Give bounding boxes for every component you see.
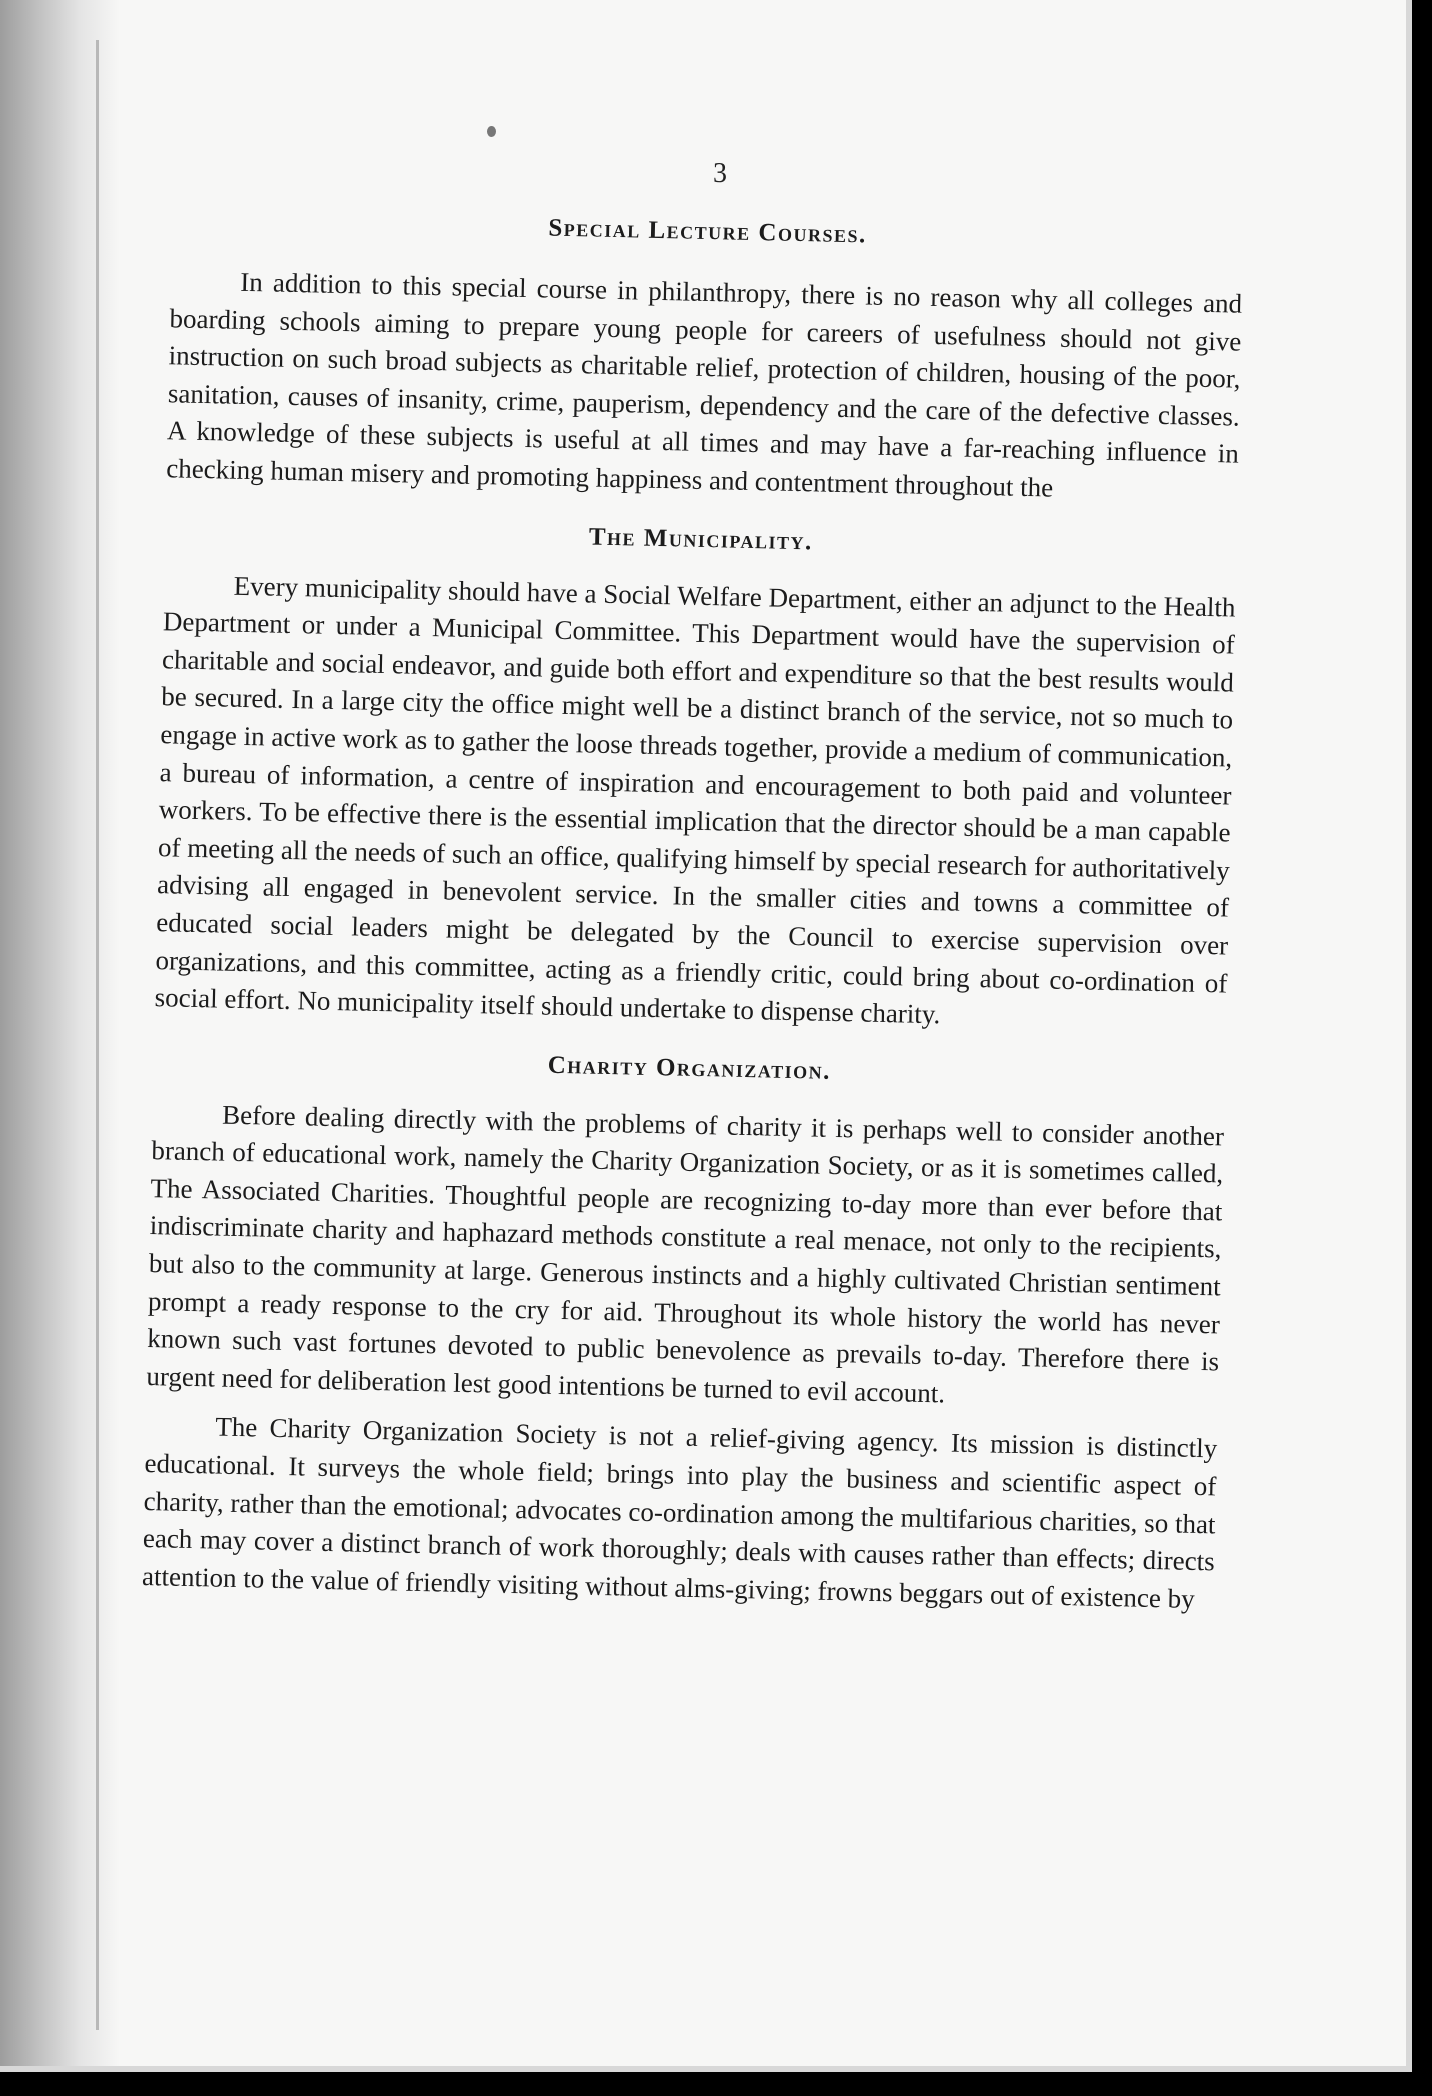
paragraph: Before dealing directly with the problems of charity it is perhaps well to consider another branch of educational work, namely the Charity Organization Society, or as it is sometimes called, The Associated Charities. Thoughtful people are recognizing to-day more than ever before that indiscriminate charity and haphazard methods constitute a real menace, not only to the recipients, but also to the community at large. Generous instincts and a highly cultivated Christian sentiment prompt a ready response to the cry for aid. Throughout its whole history the world has never known such vast fortunes devoted to public benevolence as prevails to-day. Therefore there is urgent need for deliberation lest good intentions be turned to evil account. [146,1099,1225,1409]
section-the-municipality [154,508,1237,1040]
paragraph: The Charity Organization Society is not a relief-giving agency. Its mission is distinctly educational. It surveys the whole field; brings into play the business and scientific aspect of charity, rather than the emotional; advocates co-ordination among the multifarious charities, so that each may cover a distinct branch of work thoroughly; deals with causes rather than effects; directs attention to the value of friendly visiting without alms-giving; frowns beggars out of existence by [141,1411,1218,1614]
page-body [142,200,1244,1618]
section-heading: Charity Organization. [547,1051,832,1085]
binding-edge [96,40,99,2030]
paragraph: Every municipality should have a Social Welfare Department, either an adjunct to the Health Department or under a Municipal Committee. This Department would have the supervision of charitable and social endeavor, and guide both effort and expenditure so that the best results would be secured. In a large city the office might well be a distinct branch of the service, not so much to engage in active work as to gather the loose threads together, provide a medium of communication, a bureau of information, a centre of inspiration and encouragement to both paid and volunteer workers. To be effective there is the essential implication that the director should be a man capable of meeting all the needs of such an office, qualifying himself by special research for authoritatively advising all engaged in benevolent service. In the smaller cities and towns a committee of educated social leaders might be delegated by the Council to exercise supervision over organizations, and this committee, acting as a friendly critic, could bring about co-ordination of social effort. No municipality itself should undertake to dispense charity. [154,570,1236,1030]
section-charity-organization [142,1037,1226,1619]
page-number: 3 [713,158,727,189]
section-special-lecture-courses [166,200,1244,511]
section-heading: The Municipality. [588,523,814,555]
ink-speck [487,126,496,137]
section-heading: Special Lecture Courses. [548,214,868,249]
book-spine-shadow [0,0,120,2066]
paragraph: In addition to this special course in philanthropy, there is no reason why all colleges and boarding schools aiming to prepare young people for careers of usefulness should not give instruction on such broad subjects as charitable relief, protection of children, housing of the poor, sanitation, causes of insanity, crime, pauperism, dependency and the care of the defective classes. A knowledge of these subjects is useful at all times and may have a far-reaching influence in checking human misery and promoting happiness and contentment throughout the [165,266,1243,503]
